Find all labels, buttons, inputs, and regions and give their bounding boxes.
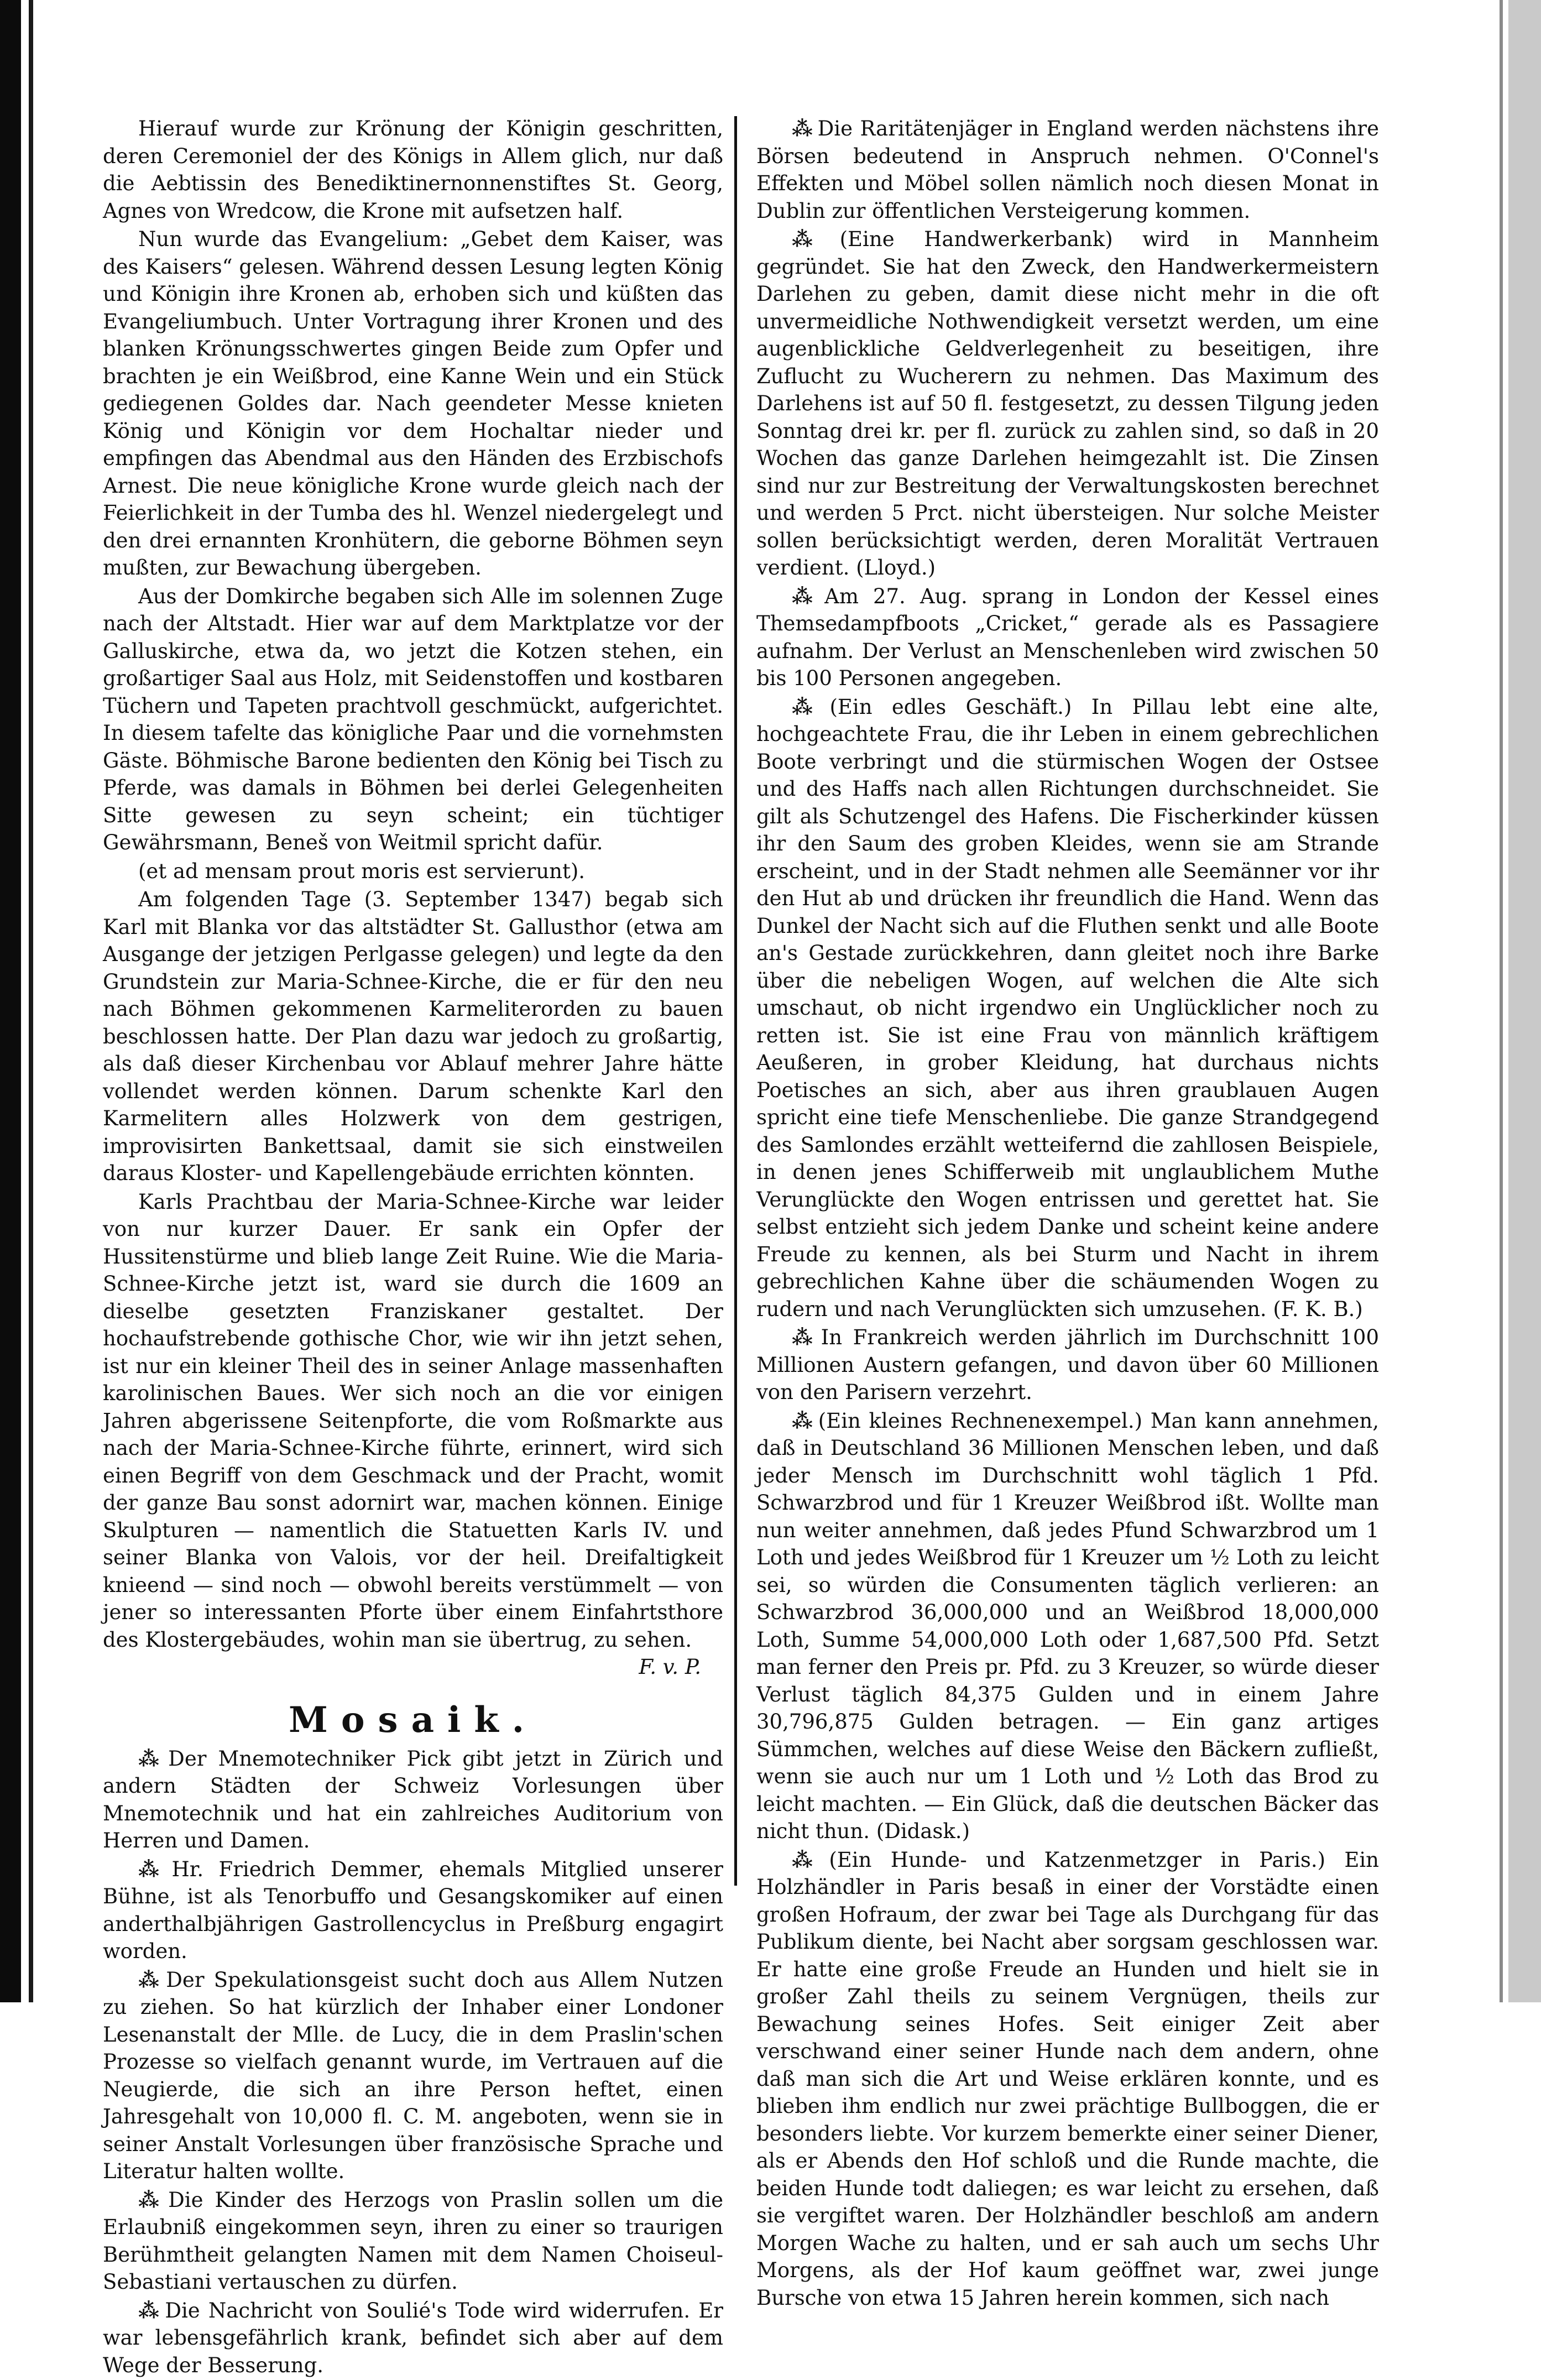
asterism-icon: ⁂ — [138, 2187, 163, 2212]
scan-edge-right-line — [1500, 0, 1503, 2002]
mosaic-item: ⁂ (Ein kleines Rechnenexempel.) Man kann annehmen, daß in Deutschland 36 Millionen Menschen leben, und daß jeder Mensch im Durchschnitt wohl täglich 1 Pfd. Schwarzbrod und für 1 Kreuzer Weißbrod ißt. Wollte man nun weiter annehmen, daß jedes Pfund Schwarzbrod um 1 Loth und jedes Weißbrod für 1 Kreuzer um ½ Loth zu leicht sei, so würden die Consumenten täglich verlieren: an Schwarzbrod 36,000,000 und an Weißbrod 18,000,000 Loth, Summe 54,000,000 Loth oder 1,687,500 Pfd. Setzt man ferner den Preis pr. Pfd. zu 3 Kreuzer, so würde dieser Verlust täglich 84,375 Gulden und in einem Jahre 30,796,875 Gulden betragen. — Ein ganz artiges Sümmchen, welches auf diese Weise den Bäckern zufließt, wenn sie auch nur um 1 Loth und ½ Loth das Brod zu leicht machten. — Ein Glück, daß die deutschen Bäcker das nicht thun. (Didask.) — [756, 1408, 1379, 1843]
asterism-icon: ⁂ — [792, 227, 834, 251]
mosaic-item: ⁂ Hr. Friedrich Demmer, ehemals Mitglied unserer Bühne, ist als Tenorbuffo und Gesangskomiker auf einen anderthalbjährigen Gastrollencyclus in Preßburg engagirt worden. — [103, 1856, 723, 1963]
scan-edge-right — [1508, 0, 1541, 2002]
mosaic-item: ⁂ (Eine Handwerkerbank) wird in Mannheim gegründet. Sie hat den Zweck, den Handwerkermeistern Darlehen zu geben, damit diese nicht mehr in die oft unvermeidliche Nothwendigkeit versetzt werden, um eine augenblickliche Geldverlegenheit zu beseitigen, ihre Zuflucht zu Wucherern zu nehmen. Das Maximum des Darlehens ist auf 50 fl. festgesetzt, zu dessen Tilgung jeden Sonntag drei kr. per fl. zurück zu zahlen sind, so daß in 20 Wochen das ganze Darlehen heimgezahlt ist. Die Zinsen sind nur zur Bestreitung der Verwaltungskosten berechnet und werden 5 Prct. nicht übersteigen. Nur solche Meister sollen berücksichtigt werden, deren Moralität Vertrauen verdient. (Lloyd.) — [756, 227, 1379, 580]
paragraph-foundation-stone: Am folgenden Tage (3. September 1347) begab sich Karl mit Blanka vor das altstädter St. Gallusthor (etwa am Ausgange der jetzigen Perlgasse gelegen) und legte da den Grundstein zur Maria-Schnee-Kirche, die er für den neu nach Böhmen gekommenen Karmeliterorden zu bauen beschlossen hatte. Der Plan dazu war jedoch zu großartig, als daß dieser Kirchenbau vor Ablauf mehrer Jahre hätte vollendet werden können. Darum schenkte Karl den Karmelitern alles Holzwerk von dem gestrigen, improvisirten Bankettsaal, damit sie sich einstweilen daraus Kloster- und Kapellengebäude errichten könnten. — [103, 888, 723, 1185]
church-history-text: Karls Prachtbau der Maria-Schnee-Kirche war leider von nur kurzer Dauer. Er sank ein Opfer der Hussitenstürme und blieb lange Zeit Ruine. Wie die Maria-Schnee-Kirche jetzt ist, ward sie durch die 1609 an dieselbe gesetzten Franziskaner gestaltet. Der hochaufstrebende gothische Chor, wie wir ihn jetzt sehen, ist nur ein kleiner Theil des in seiner Anlage massenhaften karolinischen Baues. Wer sich noch an die vor einigen Jahren abgerissene Seitenpforte, die vom Roßmarkte aus nach der Maria-Schnee-Kirche führte, erinnert, wird sich einen Begriff von dem Geschmack und der Pracht, womit der ganze Bau sonst adornirt war, machen können. Einige Skulpturen — namentlich die Statuetten Karls IV. und seiner Blanka von Valois, vor der heil. Dreifaltigkeit knieend — sind noch — obwohl bereits verstümmelt — von jener so interessanten Pforte über einem Einfahrtsthore des Klostergebäudes, wohin man sie übertrug, zu sehen. — [103, 1189, 723, 1652]
asterism-icon: ⁂ — [792, 1325, 816, 1349]
article-signature: F. v. P. — [639, 1655, 701, 1679]
mosaic-item: ⁂ (Ein edles Geschäft.) In Pillau lebt eine alte, hochgeachtete Frau, die ihr Leben in einem gebrechlichen Boote verbringt und die stürmischen Wogen der Ostsee und des Haffs nach allen Richtungen durchschneidet. Sie gilt als Schutzengel des Hafens. Die Fischerkinder küssen ihr den Saum des groben Kleides, wenn sie am Strande erscheint, und in der Stadt nehmen alle Seemänner vor ihr den Hut ab und drücken ihr freundlich die Hand. Wenn das Dunkel der Nacht sich auf die Fluthen senkt und alle Boote an's Gestade zurückkehren, dann gleitet noch ihre Barke über die nebeligen Wogen, auf welchen die Alte sich umschaut, ob nicht irgendwo ein Unglücklicher noch zu retten ist. Sie ist eine Frau von männlich kräftigem Aeußeren, in grober Kleidung, hat durchaus nichts Poetisches an sich, aber aus ihren graublauen Augen spricht eine tiefe Menschenliebe. Die ganze Strandgegend des Samlondes erzählt wetteifernd die zahllosen Beispiele, in denen jenes Schifferweib mit unglaublichem Muthe Verunglückte den Wogen entrissen und gerettet hat. Sie selbst entzieht sich jedem Danke und scheint keine andere Freude zu kennen, als bei Sturm und Nacht in ihrem gebrechlichen Kahne über die schäumenden Wogen zu rudern und nach Verunglückten sich umzusehen. (F. K. B.) — [756, 694, 1379, 1321]
paragraph-procession: Aus der Domkirche begaben sich Alle im solennen Zuge nach der Altstadt. Hier war auf dem Marktplatze vor der Galluskirche, etwa da, wo jetzt die Kotzen stehen, ein großartiger Saal aus Holz, mit Seidenstoffen und kostbaren Tüchern und Tapeten prachtvoll geschmückt, aufgerichtet. In diesem tafelte das königliche Paar und die vornehmsten Gäste. Böhmische Barone bedienten den König bei Tisch zu Pferde, was damals in Böhmen bei derlei Gelegenheiten Sitte gewesen zu seyn scheint; ein tüchtiger Gewährsmann, Beneš von Weitmil spricht dafür. — [103, 584, 723, 854]
asterism-icon: ⁂ — [792, 694, 824, 719]
asterism-icon: ⁂ — [138, 1746, 163, 1771]
paragraph-coronation-queen: Hierauf wurde zur Krönung der Königin geschritten, deren Ceremoniel der des Königs in Allem glich, nur daß die Aebtissin des Benediktinernonnenstiftes St. Georg, Agnes von Wredcow, die Krone mit aufsetzen half. — [103, 117, 723, 223]
left-column — [103, 115, 723, 2380]
asterism-icon: ⁂ — [792, 116, 812, 140]
asterism-icon: ⁂ — [138, 2298, 160, 2322]
asterism-icon: ⁂ — [138, 1856, 166, 1881]
mosaic-item: ⁂ Der Mnemotechniker Pick gibt jetzt in Zürich und andern Städten der Schweiz Vorlesungen über Mnemotechnik und hat ein zahlreiches Auditorium von Herren und Damen. — [103, 1746, 723, 1852]
mosaic-item: ⁂ In Frankreich werden jährlich im Durchschnitt 100 Millionen Austern gefangen, und davon über 60 Millionen von den Parisern verzehrt. — [756, 1325, 1380, 1404]
paragraph-latin-quote: (et ad mensam prout moris est servierunt). — [138, 859, 586, 883]
paragraph-church-history — [103, 1188, 723, 1679]
right-column — [756, 115, 1379, 2313]
asterism-icon: ⁂ — [792, 1408, 813, 1433]
section-title-mosaik: Mosaik. — [289, 1699, 537, 1741]
column-divider — [734, 116, 737, 1886]
mosaic-item: ⁂ Am 27. Aug. sprang in London der Kessel eines Themsedampfboots „Cricket,“ gerade als es Passagiere aufnahm. Der Verlust an Menschenleben wird zwischen 50 bis 100 Personen angegeben. — [756, 583, 1379, 690]
mosaic-item: ⁂ Die Nachricht von Soulié's Tode wird widerrufen. Er war lebensgefährlich krank, befindet sich aber auf dem Wege der Besserung. — [103, 2298, 723, 2377]
mosaic-item: ⁂ Die Kinder des Herzogs von Praslin sollen um die Erlaubniß eingekommen seyn, ihren zu einer so traurigen Berühmtheit gelangten Namen mit dem Namen Choiseul-Sebastiani vertauschen zu dürfen. — [103, 2187, 723, 2294]
asterism-icon: ⁂ — [792, 583, 819, 608]
asterism-icon: ⁂ — [792, 1847, 824, 1872]
mosaic-item: ⁂ Die Raritätenjäger in England werden nächstens ihre Börsen bedeutend in Anspruch nehmen. O'Connel's Effekten und Möbel sollen nämlich noch diesen Monat in Dublin zur öffentlichen Versteigerung kommen. — [756, 116, 1379, 223]
paragraph-evangelium: Nun wurde das Evangelium: „Gebet dem Kaiser, was des Kaisers“ gelesen. Während dessen Lesung legten König und Königin ihre Kronen ab, erhoben sich und küßten das Evangeliumbuch. Unter Vortragung ihrer Kronen und des blanken Krönungsschwertes gingen Beide zum Opfer und brachten je ein Weißbrod, eine Kanne Wein und ein Stück gediegenen Goldes dar. Nach geendeter Messe knieten König und Königin vor dem Hochaltar nieder und empfingen das Abendmal aus den Händen des Erzbischofs Arnest. Die neue königliche Krone wurde gleich nach der Feierlichkeit in der Tumba des hl. Wenzel niedergelegt und den drei ernannten Kronhütern, die geborne Böhmen seyn mußten, zur Bewachung übergeben. — [103, 227, 723, 580]
mosaic-item: ⁂ (Ein Hunde- und Katzenmetzger in Paris.) Ein Holzhändler in Paris besaß in einer der Vorstädte einen großen Hofraum, der zwar bei Tage als Durchgang für das Publikum diente, bei Nacht aber sorgsam geschlossen war. Er hatte eine große Freude an Hunden und hielt sie in großer Zahl theils zu seinem Vergnügen, theils zur Bewachung seines Hofes. Seit einiger Zeit aber verschwand einer seiner Hunde nach dem andern, ohne daß man sich die Art und Weise erklären konnte, und es blieben ihm endlich nur zwei prächtige Bullboggen, die er besonders liebte. Vor kurzem bemerkte einer seiner Diener, als er Abends den Hof schloß und die Runde machte, die beiden Hunde todt daliegen; es war leicht zu ersehen, daß sie vergiftet waren. Der Holzhändler beschloß am andern Morgen Wache zu halten, und er sah auch um sechs Uhr Morgens, als der Hof kaum geöffnet war, zwei junge Bursche von etwa 15 Jahren herein kommen, sich nach — [756, 1847, 1379, 2310]
asterism-icon: ⁂ — [138, 1967, 161, 1992]
scan-edge-left — [0, 0, 21, 2002]
scan-edge-left-line — [29, 0, 33, 2002]
mosaic-item: ⁂ Der Spekulationsgeist sucht doch aus Allem Nutzen zu ziehen. So hat kürzlich der Inhaber einer Londoner Lesenanstalt der Mlle. de Lucy, die in dem Praslin'schen Prozesse so vielfach genannt wurde, im Vertrauen auf die Neugierde, die sich an ihre Person heftet, einen Jahresgehalt von 10,000 fl. C. M. angeboten, wenn sie in seiner Anstalt Vorlesungen über französische Sprache und Literatur halten wollte. — [103, 1967, 723, 2183]
